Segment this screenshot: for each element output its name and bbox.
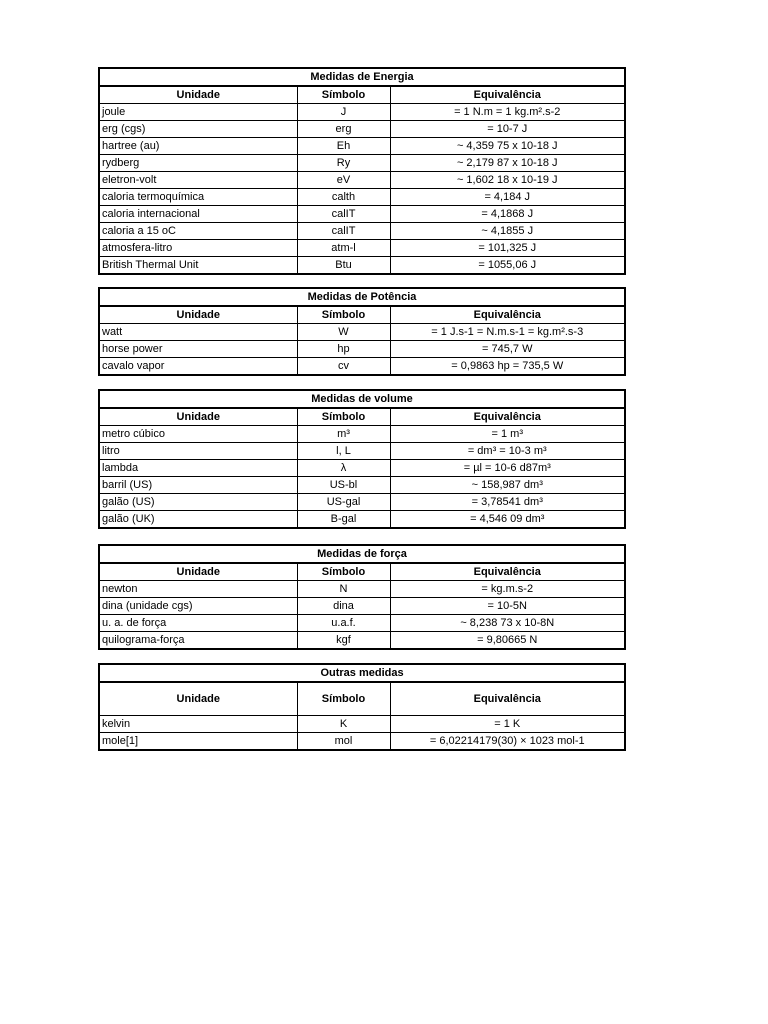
equivalence-cell: = µl = 10-6 d87m³ [390, 460, 625, 477]
equivalence-cell: ~ 8,238 73 x 10-8N [390, 615, 625, 632]
equivalence-cell: = 9,80665 N [390, 632, 625, 650]
table-row [99, 138, 625, 155]
power-table [98, 287, 626, 376]
table-row [99, 511, 625, 529]
unit-cell: horse power [99, 341, 297, 358]
symbol-cell: hp [297, 341, 390, 358]
equivalence-cell: = dm³ = 10-3 m³ [390, 443, 625, 460]
header-equivalence: Equivalência [390, 86, 625, 104]
table-row [99, 598, 625, 615]
unit-cell: newton [99, 581, 297, 598]
unit-cell: lambda [99, 460, 297, 477]
table-row [99, 341, 625, 358]
table-row [99, 426, 625, 443]
unit-cell: rydberg [99, 155, 297, 172]
equivalence-cell: = 10-7 J [390, 121, 625, 138]
other-measures-table [98, 663, 626, 751]
unit-cell: galão (UK) [99, 511, 297, 529]
table-row [99, 240, 625, 257]
header-symbol: Símbolo [297, 408, 390, 426]
unit-cell: caloria internacional [99, 206, 297, 223]
header-symbol: Símbolo [297, 682, 390, 716]
unit-cell: watt [99, 324, 297, 341]
unit-cell: atmosfera-litro [99, 240, 297, 257]
table-row [99, 632, 625, 650]
header-equivalence: Equivalência [390, 408, 625, 426]
symbol-cell: u.a.f. [297, 615, 390, 632]
equivalence-cell: ~ 4,359 75 x 10-18 J [390, 138, 625, 155]
symbol-cell: Eh [297, 138, 390, 155]
unit-cell: erg (cgs) [99, 121, 297, 138]
symbol-cell: l, L [297, 443, 390, 460]
symbol-cell: B-gal [297, 511, 390, 529]
table-title-row [99, 664, 625, 682]
unit-cell: eletron-volt [99, 172, 297, 189]
table-row [99, 733, 625, 751]
table-header-row [99, 306, 625, 324]
table-title: Outras medidas [99, 664, 625, 682]
header-unit: Unidade [99, 306, 297, 324]
table-title: Medidas de força [99, 545, 625, 563]
unit-cell: hartree (au) [99, 138, 297, 155]
table-row [99, 460, 625, 477]
table-row [99, 358, 625, 376]
symbol-cell: kgf [297, 632, 390, 650]
symbol-cell: mol [297, 733, 390, 751]
unit-cell: joule [99, 104, 297, 121]
equivalence-cell: = 4,184 J [390, 189, 625, 206]
unit-cell: British Thermal Unit [99, 257, 297, 275]
table-row [99, 615, 625, 632]
equivalence-cell: ~ 1,602 18 x 10-19 J [390, 172, 625, 189]
table-row [99, 206, 625, 223]
table-row [99, 581, 625, 598]
symbol-cell: US-gal [297, 494, 390, 511]
energy-table [98, 67, 626, 275]
header-unit: Unidade [99, 682, 297, 716]
header-unit: Unidade [99, 86, 297, 104]
header-equivalence: Equivalência [390, 563, 625, 581]
unit-cell: galão (US) [99, 494, 297, 511]
table-title-row [99, 545, 625, 563]
symbol-cell: calIT [297, 223, 390, 240]
equivalence-cell: = 0,9863 hp = 735,5 W [390, 358, 625, 376]
header-unit: Unidade [99, 408, 297, 426]
equivalence-cell: = 4,1868 J [390, 206, 625, 223]
symbol-cell: N [297, 581, 390, 598]
equivalence-cell: = 6,02214179(30) × 1023 mol-1 [390, 733, 625, 751]
equivalence-cell: ~ 2,179 87 x 10-18 J [390, 155, 625, 172]
symbol-cell: erg [297, 121, 390, 138]
table-header-row [99, 408, 625, 426]
table-row [99, 189, 625, 206]
equivalence-cell: = 745,7 W [390, 341, 625, 358]
header-symbol: Símbolo [297, 306, 390, 324]
unit-cell: mole[1] [99, 733, 297, 751]
unit-cell: metro cúbico [99, 426, 297, 443]
equivalence-cell: = 4,546 09 dm³ [390, 511, 625, 529]
symbol-cell: Btu [297, 257, 390, 275]
table-row [99, 324, 625, 341]
table-title: Medidas de Potência [99, 288, 625, 306]
equivalence-cell: = 1 K [390, 716, 625, 733]
header-symbol: Símbolo [297, 86, 390, 104]
table-header-row [99, 86, 625, 104]
symbol-cell: λ [297, 460, 390, 477]
table-row [99, 155, 625, 172]
table-row [99, 121, 625, 138]
header-equivalence: Equivalência [390, 306, 625, 324]
table-title-row [99, 288, 625, 306]
unit-cell: cavalo vapor [99, 358, 297, 376]
table-title-row [99, 68, 625, 86]
unit-cell: u. a. de força [99, 615, 297, 632]
equivalence-cell: = kg.m.s-2 [390, 581, 625, 598]
unit-cell: caloria termoquímica [99, 189, 297, 206]
table-header-row [99, 682, 625, 716]
unit-cell: kelvin [99, 716, 297, 733]
equivalence-cell: ~ 4,1855 J [390, 223, 625, 240]
unit-cell: caloria a 15 oC [99, 223, 297, 240]
table-row [99, 223, 625, 240]
equivalence-cell: = 1 N.m = 1 kg.m².s-2 [390, 104, 625, 121]
table-title: Medidas de Energia [99, 68, 625, 86]
equivalence-cell: ~ 158,987 dm³ [390, 477, 625, 494]
symbol-cell: Ry [297, 155, 390, 172]
symbol-cell: m³ [297, 426, 390, 443]
header-unit: Unidade [99, 563, 297, 581]
table-row [99, 172, 625, 189]
table-row [99, 477, 625, 494]
unit-cell: dina (unidade cgs) [99, 598, 297, 615]
header-symbol: Símbolo [297, 563, 390, 581]
volume-table [98, 389, 626, 529]
symbol-cell: dina [297, 598, 390, 615]
equivalence-cell: = 3,78541 dm³ [390, 494, 625, 511]
symbol-cell: W [297, 324, 390, 341]
force-table [98, 544, 626, 650]
unit-cell: litro [99, 443, 297, 460]
header-equivalence: Equivalência [390, 682, 625, 716]
symbol-cell: K [297, 716, 390, 733]
symbol-cell: calth [297, 189, 390, 206]
symbol-cell: cv [297, 358, 390, 376]
table-title-row [99, 390, 625, 408]
table-row [99, 716, 625, 733]
table-title: Medidas de volume [99, 390, 625, 408]
symbol-cell: J [297, 104, 390, 121]
equivalence-cell: = 1055,06 J [390, 257, 625, 275]
table-row [99, 104, 625, 121]
table-header-row [99, 563, 625, 581]
equivalence-cell: = 10-5N [390, 598, 625, 615]
symbol-cell: eV [297, 172, 390, 189]
table-row [99, 494, 625, 511]
table-row [99, 257, 625, 275]
symbol-cell: calIT [297, 206, 390, 223]
equivalence-cell: = 1 m³ [390, 426, 625, 443]
equivalence-cell: = 1 J.s-1 = N.m.s-1 = kg.m².s-3 [390, 324, 625, 341]
symbol-cell: atm-l [297, 240, 390, 257]
table-row [99, 443, 625, 460]
equivalence-cell: = 101,325 J [390, 240, 625, 257]
symbol-cell: US-bl [297, 477, 390, 494]
unit-cell: quilograma-força [99, 632, 297, 650]
unit-cell: barril (US) [99, 477, 297, 494]
